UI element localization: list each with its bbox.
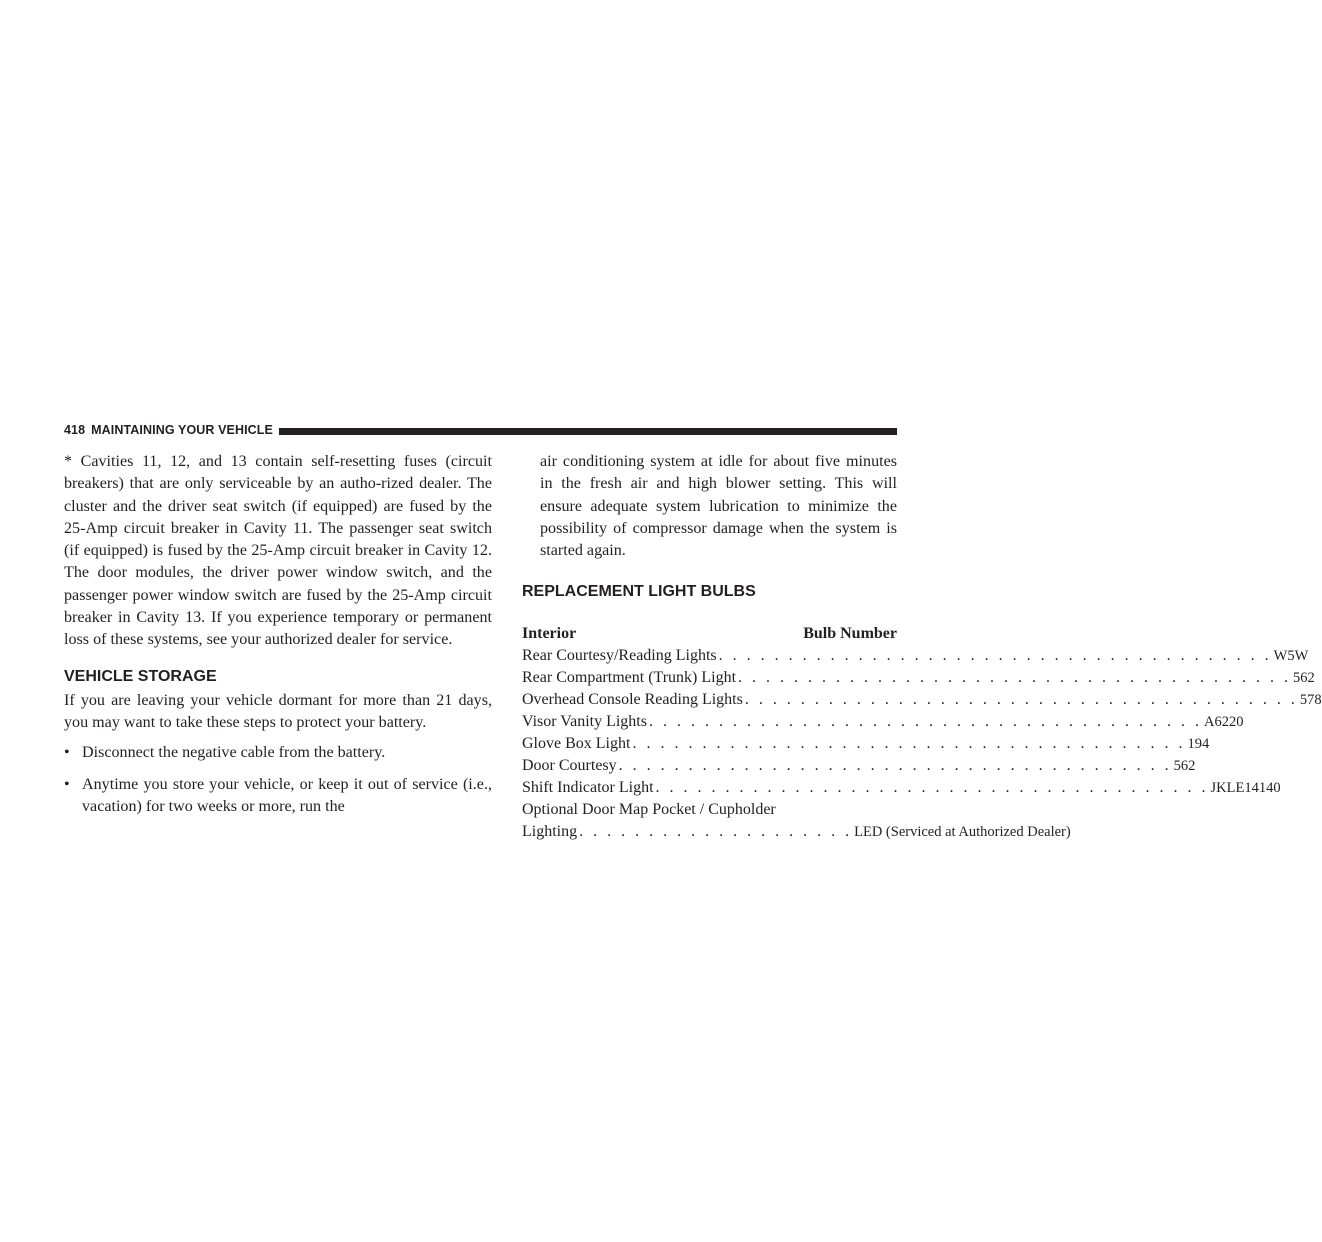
bulb-location: Rear Courtesy/Reading Lights	[522, 647, 717, 665]
bullet-icon: •	[64, 775, 70, 793]
storage-intro: If you are leaving your vehicle dormant for more than 21 days, you may want to take these steps to protect your battery.	[64, 691, 492, 731]
bulb-table-header	[522, 623, 897, 645]
dot-leader: . . . . . . . . . . . . . . . . . . . . . . . . . . . . . . . . . . . . . . . .	[718, 647, 1272, 665]
section-title: MAINTAINING YOUR VEHICLE	[91, 423, 273, 437]
fuse-note: * Cavities 11, 12, and 13 contain self-resetting fuses (circuit breakers) that are only serviceable by an autho-rized dealer. The cluster and the driver seat switch (if equipped) are fused by the 25-Amp circuit breaker in Cavity 11. The passenger seat switch (if equipped) is fused by the 25-Amp circuit breaker in Cavity 12. The door modules, the driver power window switch, and the passenger power window switch are fused by the 25-Amp circuit breaker in Cavity 13. If you experience temporary or permanent loss of these systems, see your authorized dealer for service.	[64, 453, 492, 649]
bulb-number: LED (Serviced at Authorized Dealer)	[854, 824, 1071, 841]
bullet-item	[64, 774, 492, 819]
dot-leader: . . . . . . . . . . . . . . . . . . . . . . . . . . . . . . . . . . . . . . . .	[648, 713, 1202, 731]
page-number: 418	[64, 423, 86, 437]
bulb-location: Glove Box Light	[522, 735, 631, 753]
bulb-number: A6220	[1203, 714, 1244, 731]
bulb-row	[522, 689, 1322, 711]
header-rule	[279, 428, 897, 435]
dot-leader: . . . . . . . . . . . . . . . . . . . . . . . . . . . . . . . . . . . . . . . .	[744, 691, 1298, 709]
bulb-table	[522, 645, 1322, 843]
dot-leader: . . . . . . . . . . . . . . . . . . . .	[579, 823, 853, 841]
bulb-number: JKLE14140	[1210, 780, 1281, 797]
bulb-location: Lighting	[522, 823, 578, 841]
bulb-row	[522, 777, 1281, 799]
bulb-number: 578	[1299, 692, 1322, 709]
bulb-location: Visor Vanity Lights	[522, 713, 647, 731]
ac-continuation: air conditioning system at idle for about five minutes in the fresh air and high blower setting. This will ensure adequate system lubrication to minimize the possibility of compressor damage when the system is started again.	[540, 453, 897, 560]
vehicle-storage-heading: VEHICLE STORAGE	[64, 667, 217, 685]
bulb-location: Shift Indicator Light	[522, 779, 654, 797]
bulb-row	[522, 667, 1315, 689]
bulb-row	[522, 755, 1196, 777]
page-header	[64, 423, 897, 437]
bulb-row	[522, 733, 1210, 755]
bulb-number: W5W	[1273, 648, 1309, 665]
replacement-bulbs-heading: REPLACEMENT LIGHT BULBS	[522, 583, 756, 601]
bullet-text: Anytime you store your vehicle, or keep it out of service (i.e., vacation) for two weeks or more, run the	[82, 775, 492, 815]
bulb-header-location: Interior	[522, 625, 577, 643]
bulb-location: Door Courtesy	[522, 757, 617, 775]
dot-leader: . . . . . . . . . . . . . . . . . . . . . . . . . . . . . . . . . . . . . . . .	[738, 669, 1292, 687]
bulb-row	[522, 821, 1071, 843]
bulb-number: 562	[1293, 670, 1315, 687]
bulb-row	[522, 711, 1244, 733]
bullet-item	[64, 742, 492, 764]
bulb-location: Overhead Console Reading Lights	[522, 691, 743, 709]
bulb-number: 562	[1173, 758, 1196, 775]
bullet-text: Disconnect the negative cable from the battery.	[82, 744, 386, 762]
bulb-location-line1: Optional Door Map Pocket / Cupholder	[522, 801, 776, 819]
bulb-number: 194	[1187, 736, 1210, 753]
bulb-location: Rear Compartment (Trunk) Light	[522, 669, 737, 687]
right-column	[522, 451, 1322, 843]
dot-leader: . . . . . . . . . . . . . . . . . . . . . . . . . . . . . . . . . . . . . . . .	[632, 735, 1186, 753]
dot-leader: . . . . . . . . . . . . . . . . . . . . . . . . . . . . . . . . . . . . . . . .	[655, 779, 1209, 797]
bulb-row	[522, 645, 1309, 667]
bulb-header-number: Bulb Number	[803, 625, 897, 643]
bullet-icon: •	[64, 744, 70, 762]
dot-leader: . . . . . . . . . . . . . . . . . . . . . . . . . . . . . . . . . . . . . . . .	[618, 757, 1172, 775]
left-column	[64, 451, 492, 818]
